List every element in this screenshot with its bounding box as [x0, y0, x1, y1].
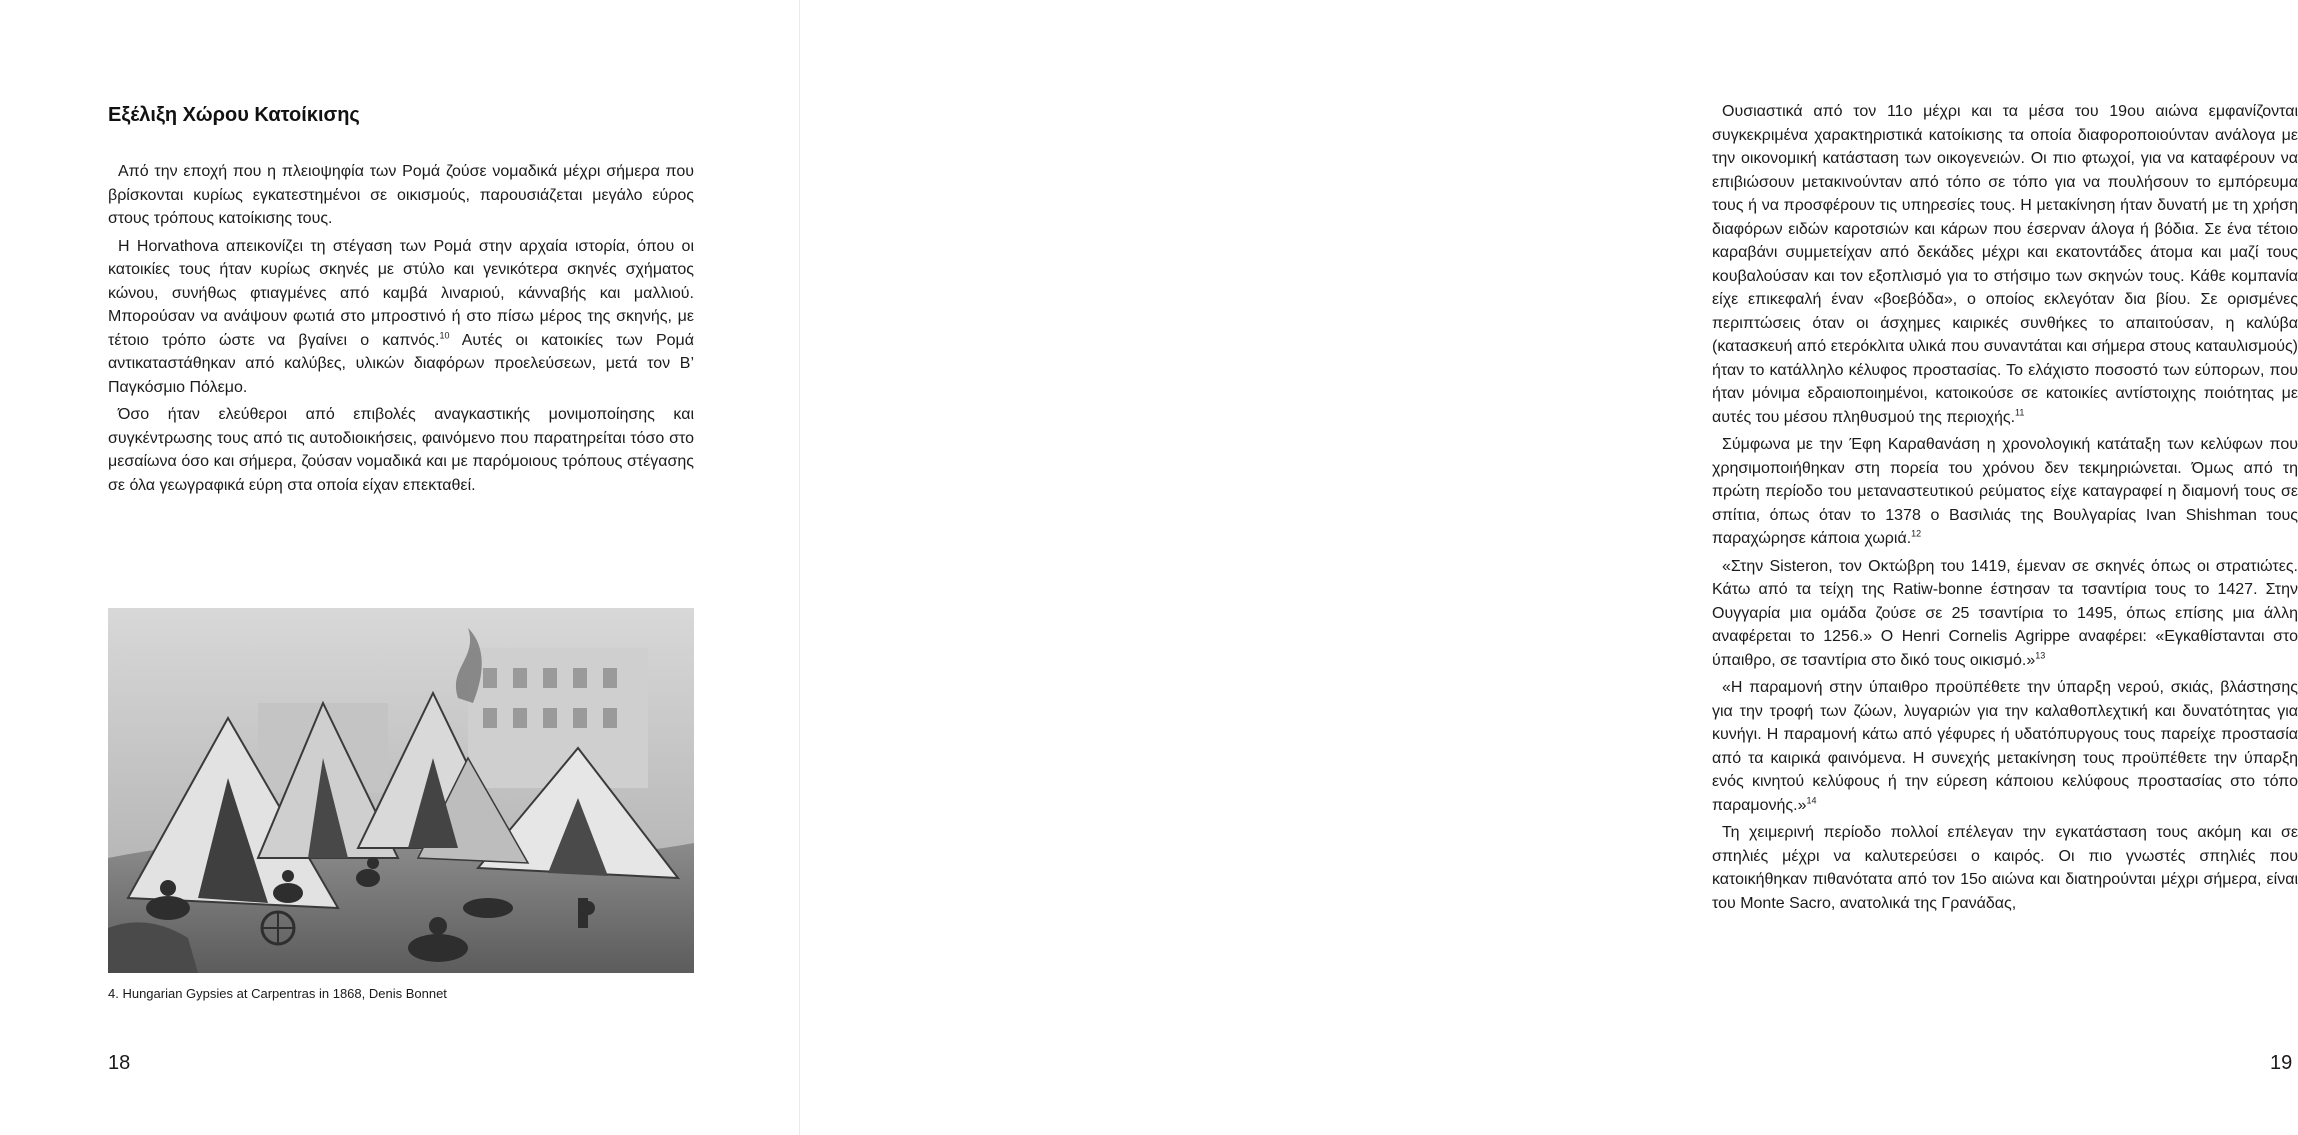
footnote-ref: 13	[2035, 650, 2046, 661]
paragraph: «Η παραμονή στην ύπαιθρο προϋπέθετε την ύπαρξη νερού, σκιάς, βλάστησης για την τροφή των ζώων, λυγαριών για την καλαθοπλεχτική και δυνατότητας για κυνήγι. Η παραμονή κάτω από γέφυρες ή υδατόπυργους τους παρείχε προστασία από τα καιρικά φαινόμενα. Η συνεχής μετακίνηση τους προϋπέθετε την ύπαρξη ενός κινητού κελύφους ή την εύρεση κάποιου κελύφους προστασίας στο τόπο παραμονής.»$^{14}$	[1712, 679, 2298, 814]
paragraph: Από την εποχή που η πλειοψηφία των Ρομά ζούσε νομαδικά μέχρι σήμερα που βρίσκονται κυρίως εγκατεστημένοι σε οικισμούς, παρουσιάζεται μεγάλο εύρος στους τρόπους κατοίκισης τους.	[108, 163, 694, 227]
paragraph: Ουσιαστικά από τον 11ο μέχρι και τα μέσα του 19ου αιώνα εμφανίζονται συγκεκριμένα χαρακτηριστικά κατοίκισης τα οποία διαφοροποιούνταν ανάλογα με την οικονομική κατάσταση των οικογενειών. Οι πιο φτωχοί, για να καταφέρουν να επιβιώσουν μετακινούνταν από τόπο σε τόπο για να πουλήσουν το εμπόρευμα τους ή να προσφέρουν τις υπηρεσίες τους. Η μετακίνηση ήταν δυνατή με τη χρήση διαφόρων ειδών καροτσιών και κάρων που έσερναν άλογα ή βόδια. Σε ένα τέτοιο καραβάνι συμμετείχαν από δεκάδες μέχρι και εκατοντάδες άτομα και μαζί τους κουβαλούσαν και τον εξοπλισμό για το στήσιμο των σκηνών τους. Κάθε κομπανία είχε επικεφαλή έναν «βοεβόδα», ο οποίος εκλεγόταν δια βίου. Σε ορισμένες περιπτώσεις όταν οι άσχημες καιρικές συνθήκες το απαιτούσαν, η καλύβα (κατασκευή από ετερόκλιτα υλικά που συναντάται και σήμερα στους καταυλισμούς) ήταν το κατάλληλο κέλυφος προστασίας. Το ελάχιστο ποσοστό των εύπορων, που ήταν μόνιμα εδραιοποιημένοι, κατοικούσε σε κατοικίες αντίστοιχης ποιότητας με αυτές του μέσου πληθυσμού της περιοχής.$^{11}$	[1712, 103, 2298, 426]
page-number: 18	[108, 1052, 131, 1074]
footnote-ref: 12	[1911, 528, 1922, 539]
engraving-image	[108, 608, 694, 973]
paragraph: Όσο ήταν ελεύθεροι από επιβολές αναγκαστικής μονιμοποίησης και συγκέντρωσης τους από τις αυτοδιοικήσεις, φαινόμενο που παρατηρείται τόσο στο μεσαίωνα όσο και σήμερα, ζούσαν νομαδικά και με παρόμοιους τρόπους στέγασης σε όλα γεωγραφικά εύρη στα οποία είχαν επεκταθεί.	[108, 406, 694, 494]
illustration-gypsy-camp	[108, 608, 694, 973]
section-heading: Εξέλιξη Χώρου Κατοίκισης	[108, 104, 360, 126]
footnote-ref: 10	[439, 330, 450, 341]
figure-caption: 4. Hungarian Gypsies at Carpentras in 1868, Denis Bonnet	[108, 986, 447, 1001]
right-text-block	[1712, 100, 2298, 919]
left-text-block	[108, 160, 694, 501]
paragraph: Σύμφωνα με την Έφη Καραθανάση η χρονολογική κατάταξη των κελύφων που χρησιμοποιήθηκαν στη πορεία του χρόνου δεν τεκμηριώνεται. Όμως από τη πρώτη περίοδο του μεταναστευτικού ρεύματος είχε καταγραφεί η διαμονή τους σε σπίτια, όπως όταν το 1378 ο Βασιλιάς της Βουλγαρίας Ivan Shishman τους παραχώρησε κάποια χωριά.$^{12}$	[1712, 436, 2298, 547]
left-page	[0, 0, 800, 1135]
right-page	[800, 0, 2298, 1135]
paragraph: Τη χειμερινή περίοδο πολλοί επέλεγαν την εγκατάσταση τους ακόμη και σε σπηλιές μέχρι να καλυτερεύσει ο καιρός. Οι πιο γνωστές σπηλιές που κατοικήθηκαν πιθανότατα από τον 15ο αιώνα και διατηρούνται μέχρι σήμερα, είναι του Monte Sacro, ανατολικά της Γρανάδας,	[1712, 824, 2298, 912]
footnote-ref: 11	[2015, 407, 2025, 418]
paragraph: Η Horvathova απεικονίζει τη στέγαση των Ρομά στην αρχαία ιστορία, όπου οι κατοικίες τους ήταν κυρίως σκηνές με στύλο και γενικότερα σκηνές σχήματος κώνου, συνήθως φτιαγμένες από καμβά λιναριού, κάνναβής και μαλλιού. Μπορούσαν να ανάψουν φωτιά στο μπροστινό ή στο πίσω μέρος της σκηνής, με τέτοιο τρόπο ώστε να βγαίνει ο καπνός.$^{10}$ Αυτές οι κατοικίες των Ρομά αντικαταστάθηκαν από καλύβες, υλικών διαφόρων προελεύσεων, μετά τον Β’ Παγκόσμιο Πόλεμο.	[108, 237, 694, 396]
footnote-ref: 14	[1806, 795, 1817, 806]
page-number: 19	[2270, 1052, 2293, 1074]
paragraph: «Στην Sisteron, τον Οκτώβρη του 1419, έμεναν σε σκηνές όπως οι στρατιώτες. Κάτω από τα τείχη της Ratiw-bonne έστησαν τα τσαντίρια τους το 1427. Στην Ουγγαρία μια ομάδα ζούσε σε 25 τσαντίρια το 1495, όπως επίσης μια άλλη αναφέρεται το 1256.» Ο Henri Cornelis Agrippe αναφέρει: «Εγκαθίστανται στο ύπαιθρο, σε τσαντίρια στο δικό τους οικισμό.»$^{13}$	[1712, 557, 2298, 669]
